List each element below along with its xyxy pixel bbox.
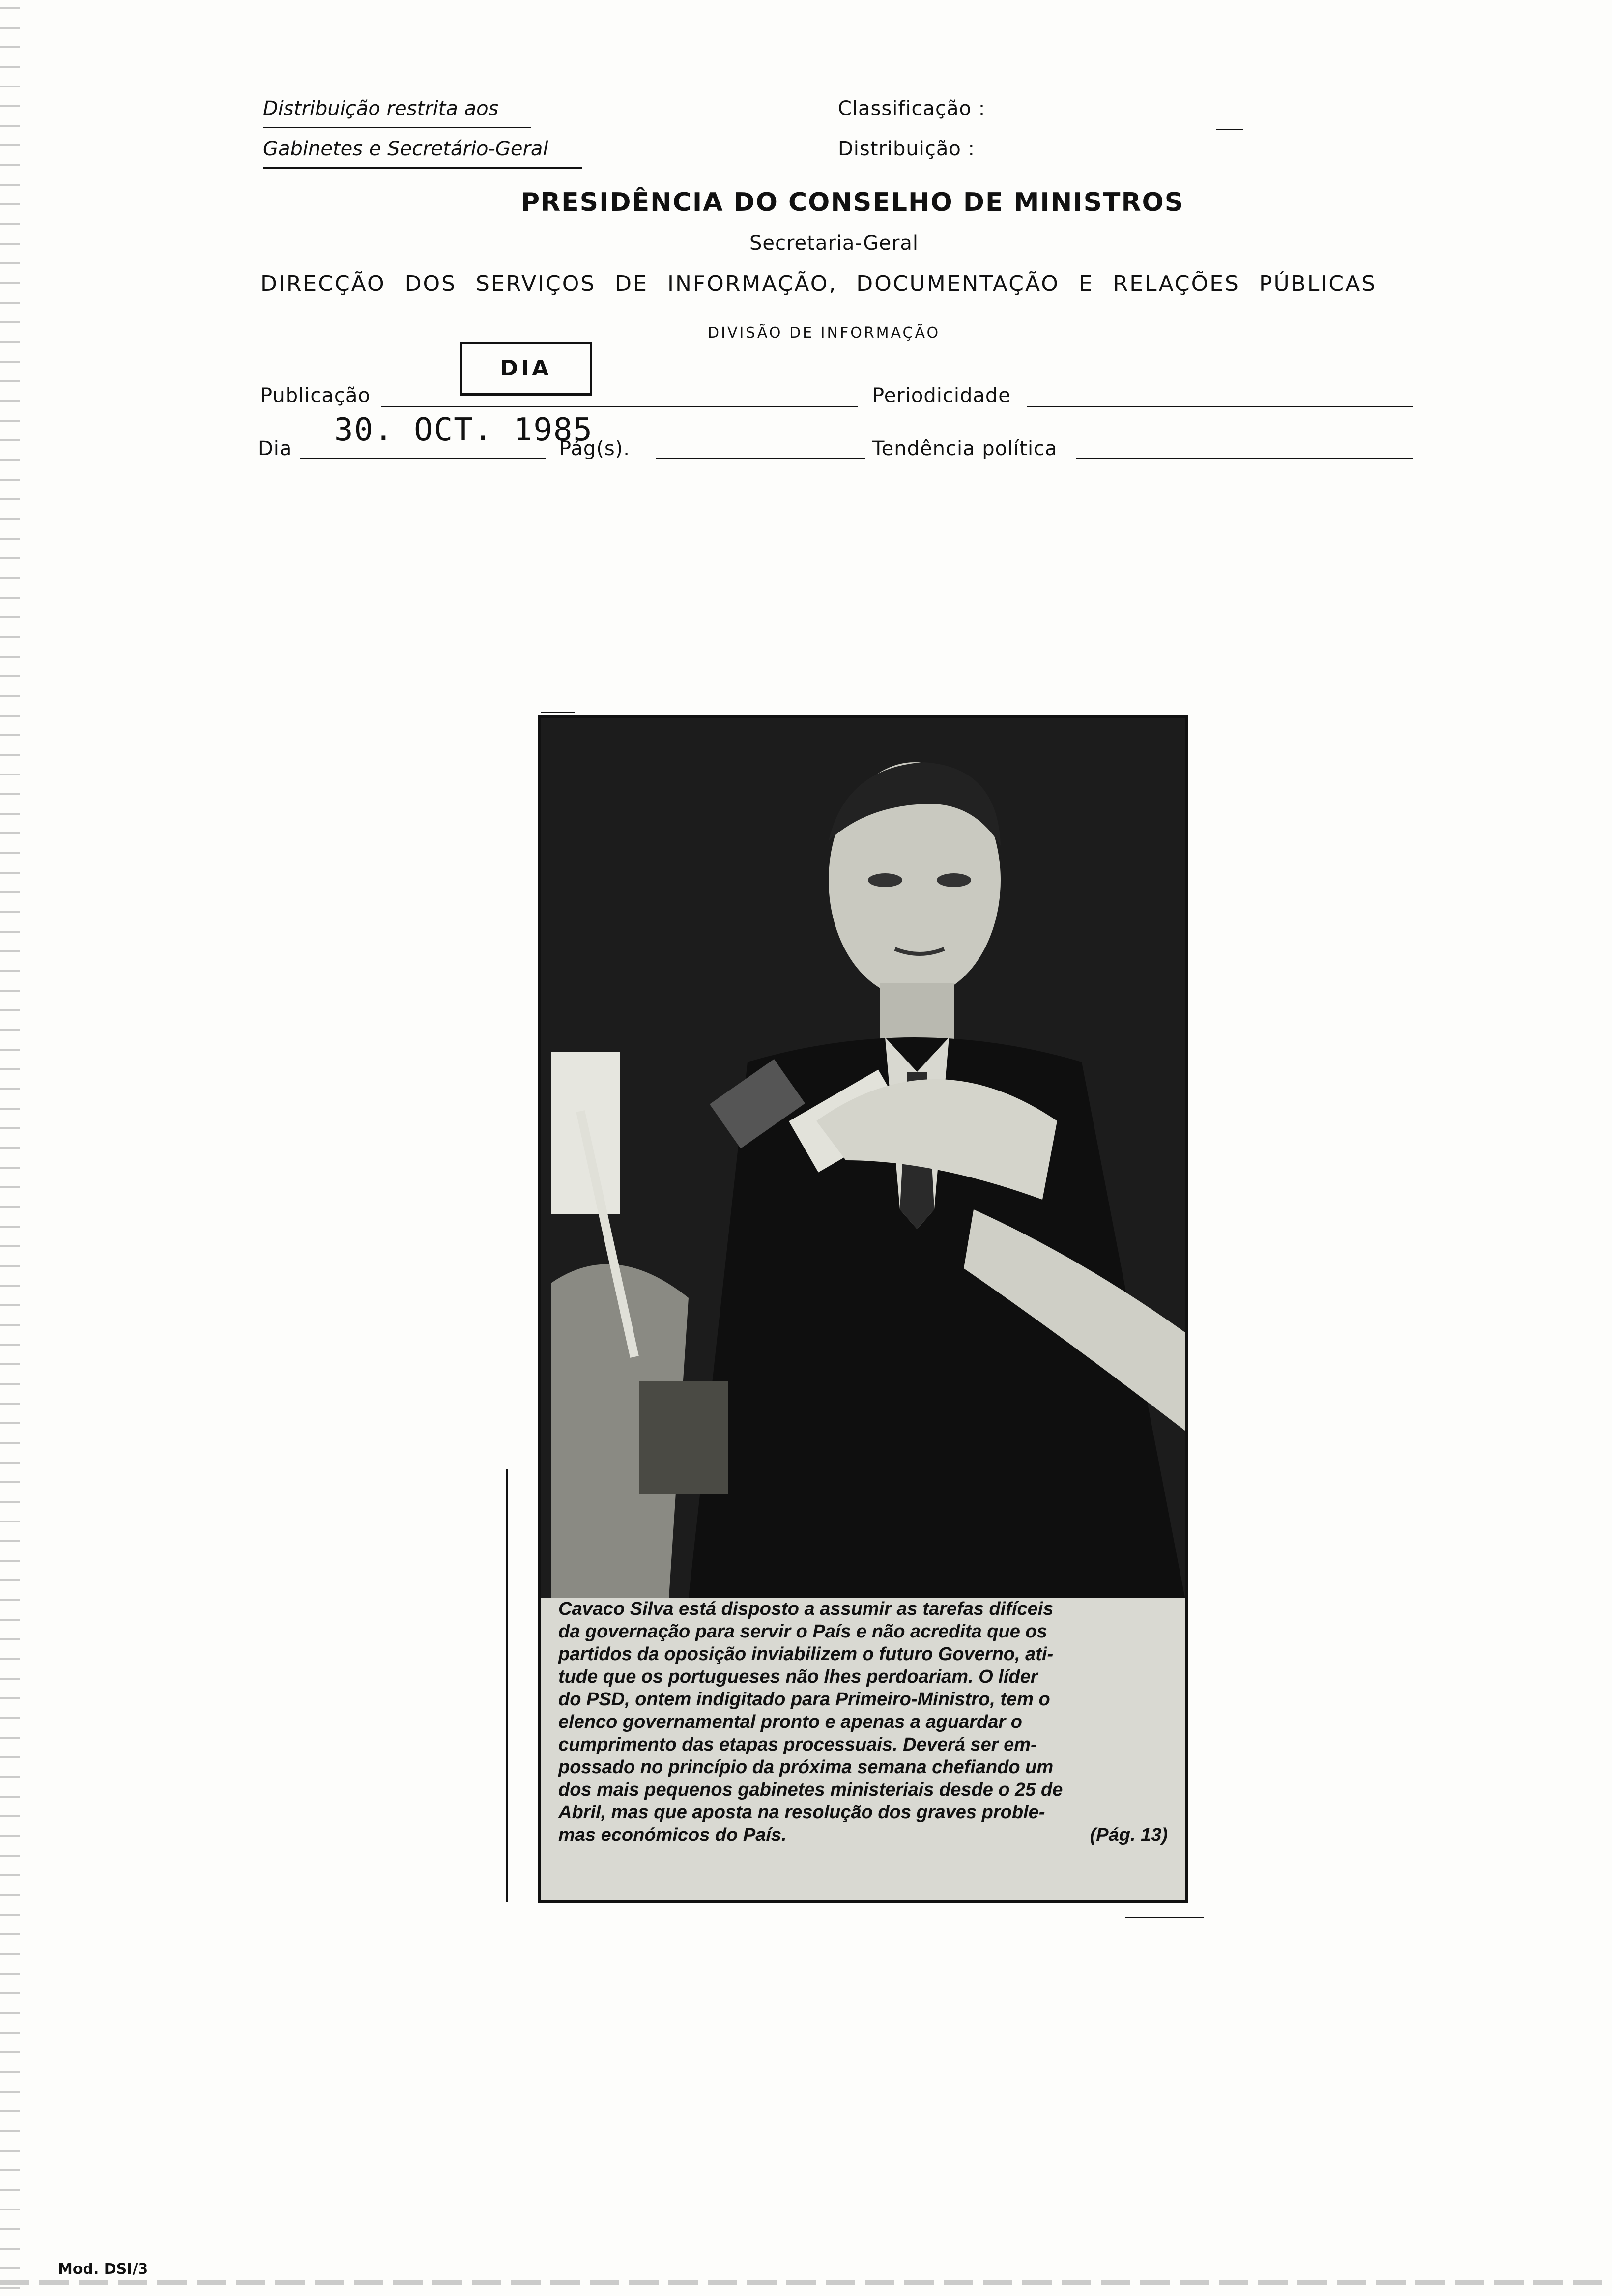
clipping-left-bracket bbox=[506, 1469, 508, 1902]
division-line: DIVISÃO DE INFORMAÇÃO bbox=[708, 324, 941, 342]
clipping-top-mark bbox=[541, 712, 575, 713]
distribution-note-line1: Distribuição restrita aos bbox=[263, 97, 499, 120]
publication-label: Publicação bbox=[260, 384, 371, 407]
day-label: Dia bbox=[258, 437, 292, 460]
caption-line: cumprimento das etapas processuais. Deverá ser em- bbox=[558, 1734, 1037, 1755]
directorate-line: DIRECÇÃO DOS SERVIÇOS DE INFORMAÇÃO, DOCUMENTAÇÃO E RELAÇÕES PÚBLICAS bbox=[260, 271, 1377, 296]
page-title: PRESIDÊNCIA DO CONSELHO DE MINISTROS bbox=[521, 188, 1184, 217]
periodicity-field-line bbox=[1027, 406, 1413, 407]
day-value: 30. OCT. 1985 bbox=[334, 412, 593, 448]
page-reference: (Pág. 13) bbox=[1090, 1825, 1168, 1845]
political-tendency-label: Tendência política bbox=[872, 437, 1058, 460]
distribution-note-underline2 bbox=[263, 167, 582, 169]
distribution-note-underline1 bbox=[263, 127, 531, 128]
caption-line: Abril, mas que aposta na resolução dos graves proble- bbox=[558, 1802, 1045, 1823]
form-model-code: Mod. DSI/3 bbox=[58, 2261, 148, 2278]
distribution-note-line2: Gabinetes e Secretário-Geral bbox=[263, 138, 548, 160]
caption-line: possado no princípio da próxima semana chefiando um bbox=[558, 1757, 1054, 1778]
publication-stamp: DIA bbox=[460, 342, 592, 396]
caption-last-text: mas económicos do País. bbox=[558, 1825, 787, 1845]
scan-left-edge bbox=[0, 0, 20, 2296]
pages-label: Pág(s). bbox=[559, 437, 630, 460]
caption-line: tude que os portugueses não lhes perdoariam. O líder bbox=[558, 1666, 1038, 1687]
clipping-bottom-mark bbox=[1125, 1917, 1204, 1918]
caption-last-line bbox=[558, 1824, 1178, 1846]
scan-bottom-edge bbox=[0, 2280, 1612, 2285]
photo-caption bbox=[558, 1598, 1178, 1846]
pages-field-line bbox=[656, 458, 865, 459]
caption-line: elenco governamental pronto e apenas a aguardar o bbox=[558, 1712, 1022, 1732]
political-tendency-field-line bbox=[1076, 458, 1413, 459]
caption-line: Cavaco Silva está disposto a assumir as tarefas difíceis bbox=[558, 1599, 1054, 1619]
classification-dash bbox=[1216, 129, 1243, 130]
press-photo bbox=[541, 718, 1185, 1598]
caption-line: partidos da oposição inviabilizem o futuro Governo, ati- bbox=[558, 1644, 1054, 1665]
classification-label: Classificação : bbox=[838, 97, 986, 120]
publication-field-line bbox=[381, 406, 858, 407]
caption-line: do PSD, ontem indigitado para Primeiro-Ministro, tem o bbox=[558, 1689, 1050, 1710]
distribution-label: Distribuição : bbox=[838, 138, 976, 160]
secretariat-subtitle: Secretaria-Geral bbox=[749, 232, 919, 255]
day-field-line bbox=[300, 458, 546, 459]
periodicity-label: Periodicidade bbox=[872, 384, 1011, 407]
caption-line: dos mais pequenos gabinetes ministeriais desde o 25 de bbox=[558, 1779, 1063, 1800]
newspaper-clipping bbox=[538, 715, 1188, 1903]
caption-line: da governação para servir o País e não acredita que os bbox=[558, 1621, 1047, 1642]
